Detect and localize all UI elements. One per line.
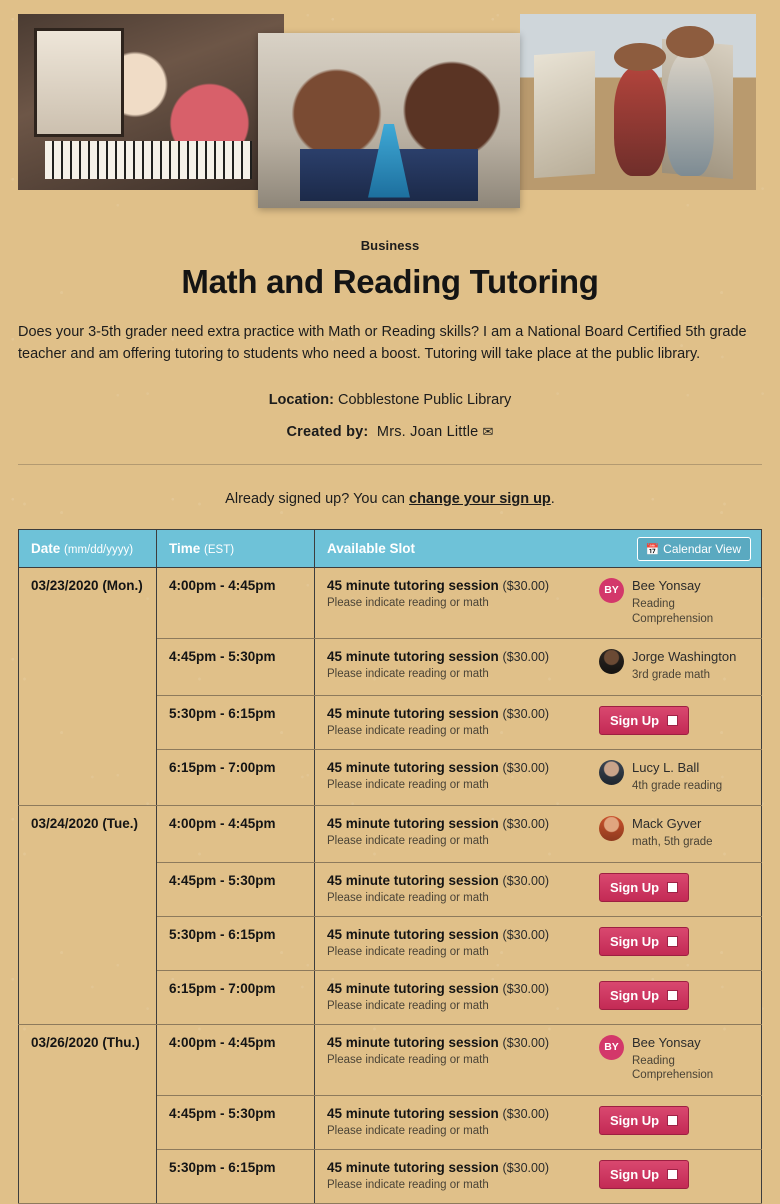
sign-up-button-label: Sign Up [610,1113,659,1128]
slot-price: ($30.00) [503,707,550,721]
slot-date: 03/24/2020 (Tue.) [19,806,157,1025]
signed-up-person [599,1035,749,1083]
checkbox-icon [667,990,678,1001]
divider [18,464,762,465]
slot-price: ($30.00) [503,982,550,996]
signup-slots-table [18,529,762,1204]
slot-price: ($30.00) [503,1107,550,1121]
slot-title: 45 minute tutoring session ($30.00) [327,816,589,831]
sign-up-button-label: Sign Up [610,713,659,728]
art-class-photo [520,14,756,190]
created-by-value: Mrs. Joan Little [377,424,479,440]
avatar: BY [599,578,624,603]
checkbox-icon [667,1115,678,1126]
slot-price: ($30.00) [503,579,550,593]
hero-photo-collage [0,0,780,212]
envelope-icon[interactable]: ✉ [482,424,493,440]
slot-note: Please indicate reading or math [327,779,589,791]
sign-up-button[interactable] [599,981,689,1010]
person-name: Jorge Washington [632,649,736,665]
slot-time: 5:30pm - 6:15pm [157,1149,315,1203]
slot-time: 4:00pm - 4:45pm [157,1024,315,1095]
person-name: Bee Yonsay [632,1035,749,1051]
slot-time: 4:00pm - 4:45pm [157,806,315,863]
person-note: 3rd grade math [632,668,736,682]
avatar [599,816,624,841]
already-signed-up-line [18,491,762,507]
location-value: Cobblestone Public Library [338,392,511,408]
table-body [19,567,762,1203]
person-name: Bee Yonsay [632,578,749,594]
event-description: Does your 3-5th grader need extra practice with Math or Reading skills? I am a National Board Certified 5th grade teacher and am offering tutoring to students who need a boost. Tutoring will take place at the public library. [18,321,762,366]
avatar: BY [599,1035,624,1060]
created-by-label: Created by: [286,424,368,440]
slot-detail-cell [315,862,762,916]
slot-note: Please indicate reading or math [327,725,589,737]
checkbox-icon [667,882,678,893]
slot-price: ($30.00) [503,650,550,664]
person-note: math, 5th grade [632,835,713,849]
slot-price: ($30.00) [503,817,550,831]
slot-time: 6:15pm - 7:00pm [157,749,315,806]
slot-title: 45 minute tutoring session ($30.00) [327,927,589,942]
slot-time: 5:30pm - 6:15pm [157,695,315,749]
slot-title: 45 minute tutoring session ($30.00) [327,578,589,593]
slot-note: Please indicate reading or math [327,1125,589,1137]
slot-note: Please indicate reading or math [327,946,589,958]
slot-detail-cell [315,1095,762,1149]
avatar [599,649,624,674]
slot-detail-cell [315,1149,762,1203]
slot-time: 4:45pm - 5:30pm [157,862,315,916]
sign-up-button-label: Sign Up [610,988,659,1003]
slot-detail-cell [315,638,762,695]
slot-time: 5:30pm - 6:15pm [157,916,315,970]
column-header-slot-label: Available Slot [327,541,415,556]
column-header-timezone: (EST) [204,544,234,556]
slot-price: ($30.00) [503,1161,550,1175]
signed-up-person [599,816,749,850]
slot-price: ($30.00) [503,874,550,888]
column-header-time-label: Time [169,541,200,556]
slot-detail-cell [315,749,762,806]
slot-detail-cell [315,806,762,863]
slot-time: 4:00pm - 4:45pm [157,567,315,638]
slot-time: 4:45pm - 5:30pm [157,1095,315,1149]
slot-detail-cell [315,916,762,970]
already-signed-up-prefix: Already signed up? You can [225,491,405,507]
slot-note: Please indicate reading or math [327,1179,589,1191]
sign-up-button[interactable] [599,1106,689,1135]
sign-up-button[interactable] [599,706,689,735]
science-experiment-photo [258,33,520,208]
slot-price: ($30.00) [503,1036,550,1050]
column-header-date-label: Date [31,541,60,556]
person-note: 4th grade reading [632,779,722,793]
sign-up-button[interactable] [599,1160,689,1189]
person-name: Mack Gyver [632,816,713,832]
slot-detail-cell [315,1024,762,1095]
sign-up-button-label: Sign Up [610,1167,659,1182]
slot-detail-cell [315,970,762,1024]
sign-up-button-label: Sign Up [610,934,659,949]
piano-lesson-photo [18,14,284,190]
column-header-available-slot [315,529,762,567]
calendar-view-label: Calendar View [663,542,741,556]
slot-detail-cell [315,567,762,638]
avatar [599,760,624,785]
checkbox-icon [667,936,678,947]
slot-title: 45 minute tutoring session ($30.00) [327,981,589,996]
slot-note: Please indicate reading or math [327,835,589,847]
table-header-row [19,529,762,567]
slot-title: 45 minute tutoring session ($30.00) [327,706,589,721]
column-header-date-format: (mm/dd/yyyy) [64,544,133,556]
calendar-icon: 📅 [645,544,659,556]
slot-price: ($30.00) [503,928,550,942]
calendar-view-button[interactable] [637,537,751,561]
column-header-time [157,529,315,567]
created-by-line [18,424,762,440]
category-label: Business [18,238,762,253]
slot-title: 45 minute tutoring session ($30.00) [327,1160,589,1175]
slot-date: 03/23/2020 (Mon.) [19,567,157,805]
slot-time: 6:15pm - 7:00pm [157,970,315,1024]
checkbox-icon [667,715,678,726]
slot-detail-cell [315,695,762,749]
already-signed-up-suffix: . [551,491,555,507]
table-row [19,806,762,863]
sign-up-button-label: Sign Up [610,880,659,895]
slot-date: 03/26/2020 (Thu.) [19,1024,157,1203]
slot-price: ($30.00) [503,761,550,775]
slot-title: 45 minute tutoring session ($30.00) [327,873,589,888]
location-line [18,392,762,408]
slot-note: Please indicate reading or math [327,1054,589,1066]
slot-note: Please indicate reading or math [327,597,589,609]
change-sign-up-link[interactable]: change your sign up [409,491,551,507]
slot-time: 4:45pm - 5:30pm [157,638,315,695]
slot-title: 45 minute tutoring session ($30.00) [327,760,589,775]
slot-note: Please indicate reading or math [327,892,589,904]
table-row [19,567,762,638]
slot-note: Please indicate reading or math [327,1000,589,1012]
table-row [19,1024,762,1095]
signed-up-person [599,760,749,794]
slot-note: Please indicate reading or math [327,668,589,680]
person-note: Reading Comprehension [632,1054,749,1083]
sign-up-button[interactable] [599,927,689,956]
signed-up-person [599,649,749,683]
slot-title: 45 minute tutoring session ($30.00) [327,1106,589,1121]
signed-up-person [599,578,749,626]
slot-title: 45 minute tutoring session ($30.00) [327,649,589,664]
person-name: Lucy L. Ball [632,760,722,776]
person-note: Reading Comprehension [632,597,749,626]
slot-title: 45 minute tutoring session ($30.00) [327,1035,589,1050]
checkbox-icon [667,1169,678,1180]
column-header-date [19,529,157,567]
page-title: Math and Reading Tutoring [18,263,762,301]
sign-up-button[interactable] [599,873,689,902]
location-label: Location: [269,392,334,408]
